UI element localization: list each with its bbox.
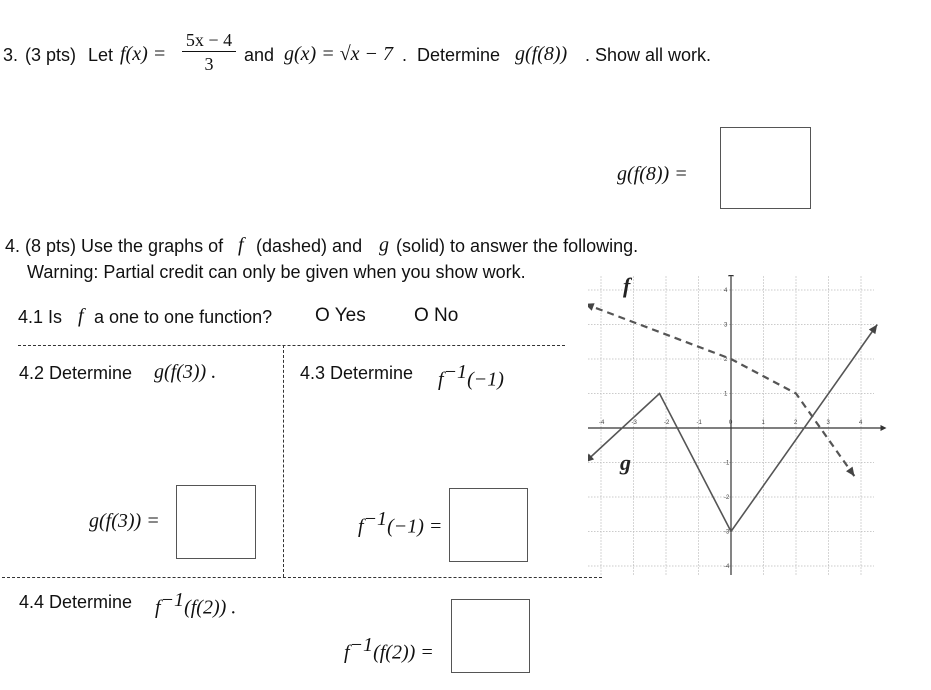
x-tick-label: -2 <box>664 420 670 426</box>
f-arrow-left <box>588 303 595 310</box>
q41-option-yes[interactable]: O Yes <box>315 305 366 326</box>
q44-ans-f: f <box>344 641 350 664</box>
y-tick-label: 3 <box>724 322 728 329</box>
q3-determine: Determine <box>417 45 501 65</box>
q3-show-work: . Show all work. <box>585 45 712 65</box>
f-arrow-right <box>846 467 854 477</box>
q43-answer-label <box>358 508 442 539</box>
y-tick-label: 1 <box>724 391 728 398</box>
divider-top <box>18 345 565 346</box>
q3-points: (3 pts) <box>25 45 77 65</box>
q4-intro-c: (solid) to answer the following. <box>396 236 639 256</box>
y-tick-label: 2 <box>724 357 728 363</box>
q41-text-b: a one to one function? <box>94 307 273 327</box>
x-tick-label: -3 <box>631 420 637 426</box>
q41-f: f <box>78 305 84 327</box>
graph-label-f: f <box>623 275 631 298</box>
q43-text: 4.3 Determine <box>300 363 414 383</box>
q42-answer-box[interactable] <box>176 485 256 559</box>
q44-expr <box>155 589 236 620</box>
x-tick-label: 1 <box>761 420 765 426</box>
q42-expr: g(f(3)) . <box>154 361 217 383</box>
q3-let: Let <box>88 45 114 65</box>
q4-intro-f: f <box>238 234 244 256</box>
g-arrow-right <box>869 325 877 335</box>
q4-warning: Warning: Partial credit can only be given when you show work. <box>27 262 526 282</box>
x-tick-label: -1 <box>696 420 702 426</box>
y-axis-arrow-up <box>728 275 734 276</box>
q41-text-a: 4.1 Is <box>18 307 63 327</box>
x-tick-label: 3 <box>826 420 830 426</box>
q3-period: . <box>402 45 408 65</box>
q43-ans-f: f <box>358 515 364 538</box>
q44-ans-sup: −1 <box>349 634 374 656</box>
q43-arg: (−1) <box>467 368 504 391</box>
q3-fraction-denominator: 3 <box>204 54 214 74</box>
q43-expr <box>438 361 504 392</box>
q42-text: 4.2 Determine <box>19 363 133 383</box>
divider-bottom <box>2 577 602 578</box>
q43-answer-box[interactable] <box>449 488 528 562</box>
divider-vertical <box>283 345 284 577</box>
q3-fraction <box>180 30 238 75</box>
q43-ans-arg: (−1) = <box>387 515 443 538</box>
q44-text: 4.4 Determine <box>19 592 133 612</box>
y-tick-label: 4 <box>724 288 728 294</box>
q4-intro-b: (dashed) and <box>256 236 363 256</box>
y-tick-label: -2 <box>724 495 730 501</box>
q44-answer-box[interactable] <box>451 599 530 673</box>
x-tick-label: -4 <box>599 420 605 426</box>
q44-answer-label <box>344 634 434 665</box>
q42-answer-label: g(f(3)) = <box>89 510 160 532</box>
q3-target-expr: g(f(8)) <box>515 43 568 65</box>
q3-and: and <box>244 45 275 65</box>
q3-f-lhs: f(x) = <box>120 43 167 65</box>
x-axis-arrow-right <box>881 425 887 431</box>
y-tick-label: -4 <box>724 564 730 570</box>
q4-intro-g: g <box>379 234 389 256</box>
y-tick-label: -3 <box>724 529 730 536</box>
q3-fraction-bar <box>182 51 236 52</box>
x-tick-label: 0 <box>729 420 733 426</box>
q44-arg: (f(2)) . <box>184 596 237 619</box>
q41-option-no[interactable]: O No <box>414 305 459 326</box>
q44-ans-arg: (f(2)) = <box>373 641 434 664</box>
q3-answer-box[interactable] <box>720 127 811 209</box>
q44-f: f <box>155 596 161 619</box>
q3-number: 3. <box>3 45 19 65</box>
q3-g-definition: g(x) = √x − 7 <box>284 43 394 65</box>
y-tick-label: -1 <box>724 460 730 467</box>
x-tick-label: 2 <box>794 420 798 426</box>
q43-ans-sup: −1 <box>363 508 388 530</box>
x-tick-label: 4 <box>859 420 863 426</box>
q43-inverse-sup: −1 <box>443 361 468 383</box>
q43-f: f <box>438 368 444 391</box>
q3-fraction-numerator: 5x − 4 <box>185 30 233 50</box>
function-graph <box>588 275 888 575</box>
q3-answer-label: g(f(8)) = <box>617 163 688 185</box>
graph-label-g: g <box>620 450 631 475</box>
q44-inverse-sup: −1 <box>160 589 185 611</box>
q4-intro-a: 4. (8 pts) Use the graphs of <box>5 236 224 256</box>
